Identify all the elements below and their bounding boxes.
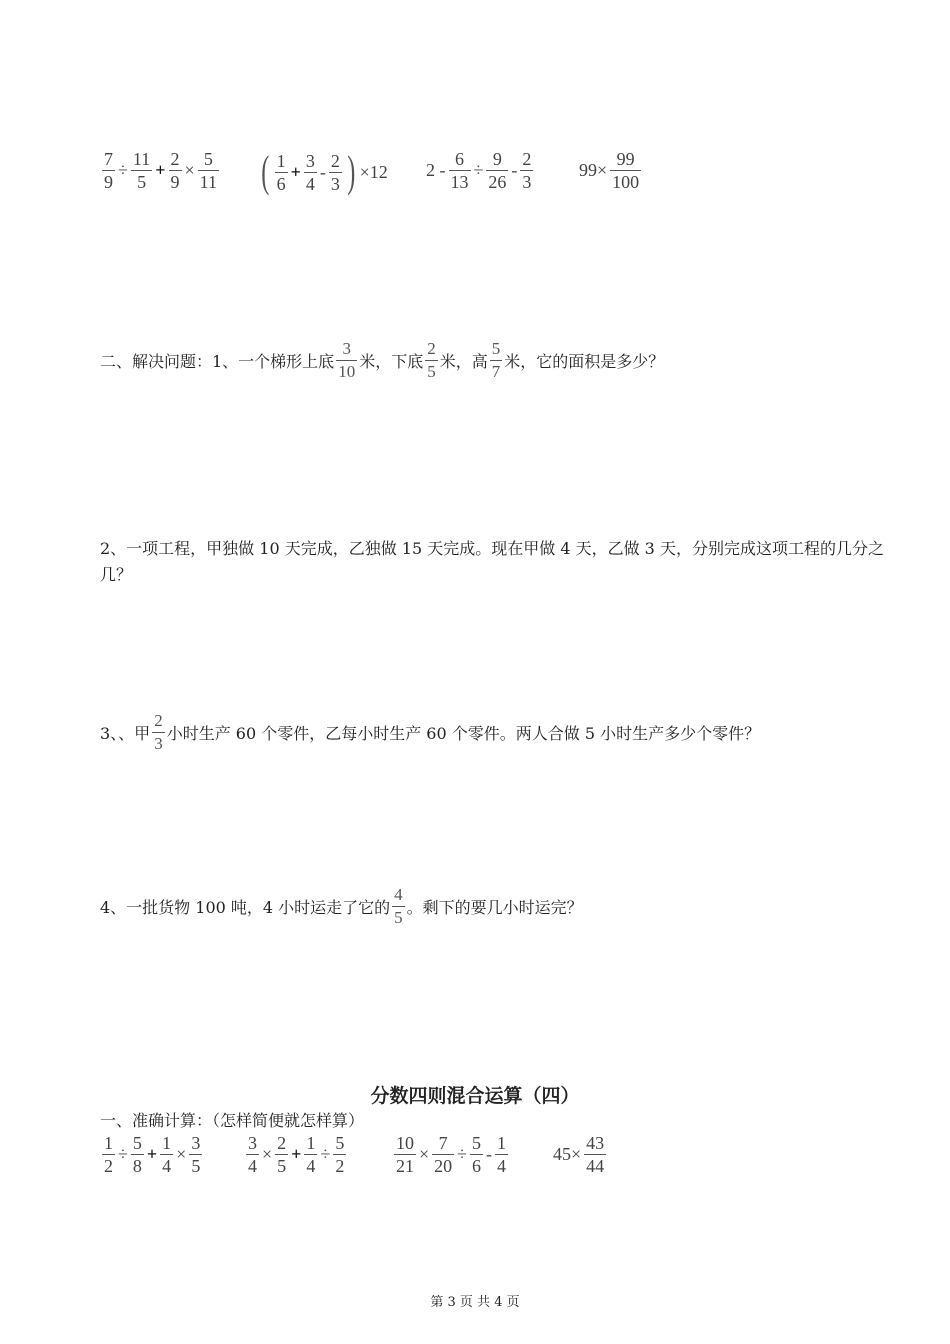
fraction: $\frac{99}{100}$ [612, 149, 640, 192]
fraction: $\frac{3}{5}$ [191, 1133, 201, 1176]
plus-sign: + [146, 1144, 158, 1164]
problem-3 [100, 712, 760, 753]
fraction: $\frac{1}{6}$ [276, 150, 286, 194]
problem-4 [100, 886, 583, 927]
divide-sign: ÷ [118, 1144, 128, 1164]
lead-term: 2 - [426, 160, 446, 180]
section-title: 分数四则混合运算（四） [370, 1085, 580, 1107]
fraction: $\frac{2}{3}$ [330, 150, 340, 194]
divide-sign: ÷ [118, 160, 128, 180]
plus-sign: + [155, 160, 166, 180]
multiply-sign: × [262, 1144, 273, 1164]
plus-sign: + [290, 161, 301, 182]
problem-1 [100, 340, 664, 381]
plus-sign: + [291, 1144, 302, 1164]
fraction: $\frac{5}{2}$ [335, 1133, 345, 1176]
problem-text: 4、一批货物 100 吨，4 小时运走了它的 [100, 898, 391, 917]
bottom-exercise-2 [244, 1134, 348, 1175]
divide-sign: ÷ [320, 1144, 331, 1164]
top-exercise-4 [578, 150, 643, 191]
fraction: $\frac{11}{5}$ [132, 149, 151, 192]
fraction: $\frac{1}{2}$ [104, 1133, 113, 1176]
lead-term: 45× [553, 1144, 582, 1164]
fraction: $\frac{2}{5}$ [427, 339, 436, 381]
minus-sign: - [319, 161, 326, 182]
fraction: $\frac{7}{9}$ [104, 149, 113, 192]
problem-text: 几？ [100, 565, 133, 584]
fraction: $\frac{2}{5}$ [277, 1133, 287, 1176]
divide-sign: ÷ [473, 160, 484, 180]
left-paren: ( [261, 147, 270, 196]
fraction: $\frac{4}{5}$ [394, 885, 403, 927]
multiply-sign: × [419, 1144, 430, 1164]
fraction: $\frac{43}{44}$ [586, 1133, 605, 1176]
multiply-sign: × [176, 1144, 187, 1164]
fraction: $\frac{5}{8}$ [132, 1133, 142, 1176]
fraction: $\frac{5}{6}$ [472, 1133, 482, 1176]
multiply-sign: × [184, 160, 195, 180]
problem-text: 米，高 [439, 352, 488, 371]
fraction: $\frac{3}{4}$ [305, 150, 315, 194]
top-exercise-1 [100, 150, 221, 191]
times-twelve: ×12 [359, 161, 388, 182]
fraction: $\frac{10}{21}$ [396, 1133, 414, 1176]
problem-text: 二、解决问题：1、一个梯形上底 [100, 352, 335, 371]
top-exercise-3 [425, 150, 535, 191]
problem-text: 。剩下的要几小时运完？ [406, 898, 583, 917]
fraction: $\frac{2}{9}$ [170, 149, 180, 192]
problem-2 [100, 536, 884, 588]
bottom-exercise-4 [552, 1134, 608, 1175]
fraction: $\frac{9}{26}$ [488, 149, 507, 192]
fraction: $\frac{1}{4}$ [162, 1133, 172, 1176]
right-paren: ) [347, 147, 356, 196]
fraction: $\frac{1}{4}$ [306, 1133, 316, 1176]
minus-sign: - [486, 1144, 493, 1164]
page-footer: 第 3 页 共 4 页 [430, 1295, 520, 1310]
bottom-exercise-1 [100, 1134, 204, 1175]
problem-text: 小时生产 60 个零件，乙每小时生产 60 个零件。两人合做 5 小时生产多少个零件？ [166, 724, 761, 743]
lead-term: 99× [579, 160, 608, 180]
fraction: $\frac{2}{3}$ [522, 149, 532, 192]
problem-text: 2、一项工程，甲独做 10 天完成，乙独做 15 天完成。现在甲做 4 天，乙做 3 天，分别完成这项工程的几分之 [100, 539, 884, 558]
problem-text: 3、、甲 [100, 724, 151, 743]
fraction: $\frac{1}{4}$ [497, 1133, 507, 1176]
minus-sign: - [511, 160, 518, 180]
fraction: $\frac{6}{13}$ [450, 149, 469, 192]
problem-text: 米，它的面积是多少？ [504, 352, 665, 371]
fraction: $\frac{3}{4}$ [248, 1133, 257, 1176]
fraction: $\frac{2}{3}$ [154, 711, 163, 753]
fraction: $\frac{5}{11}$ [199, 149, 217, 192]
top-exercise-2 [258, 147, 389, 196]
divide-sign: ÷ [457, 1144, 468, 1164]
problem-text: 米，下底 [359, 352, 424, 371]
bottom-exercise-3 [392, 1134, 510, 1175]
section-subtitle: 一、准确计算：（怎样简便就怎样算） [100, 1111, 365, 1130]
fraction: $\frac{7}{20}$ [434, 1133, 453, 1176]
fraction: $\frac{3}{10}$ [338, 339, 356, 381]
fraction: $\frac{5}{7}$ [491, 339, 501, 381]
